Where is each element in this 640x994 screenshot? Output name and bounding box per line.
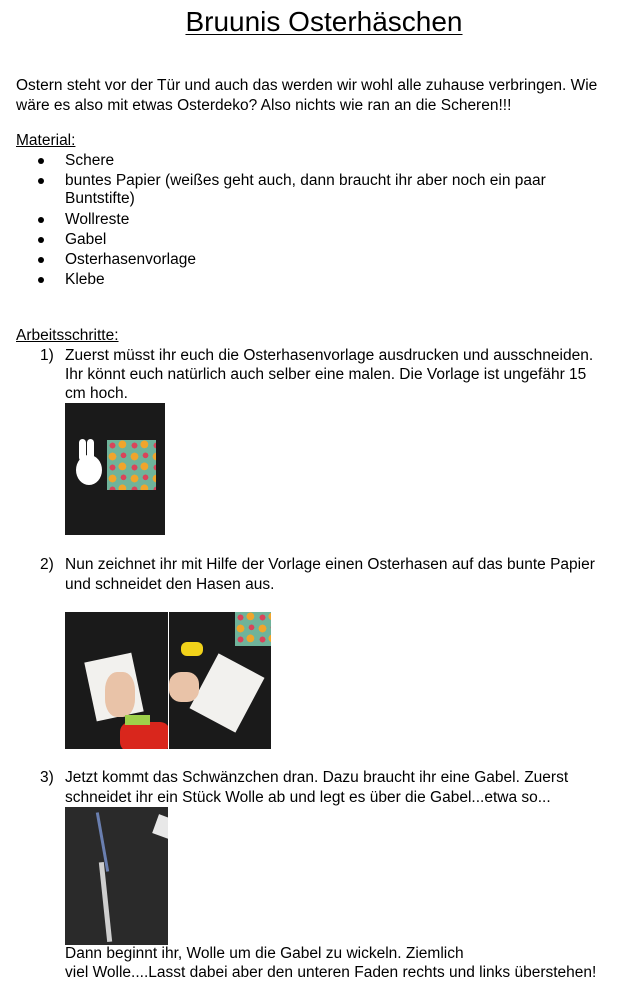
material-heading: Material: bbox=[16, 132, 76, 149]
material-item: Schere bbox=[65, 152, 115, 169]
material-item: Klebe bbox=[65, 271, 105, 288]
bullet bbox=[38, 178, 44, 184]
step-line: Nun zeichnet ihr mit Hilfe der Vorlage einen Osterhasen auf das bunte Papier bbox=[65, 556, 595, 573]
steps-heading: Arbeitsschritte: bbox=[16, 327, 119, 344]
intro-line: wäre es also mit etwas Osterdeko? Also nichts wie ran an die Scheren!!! bbox=[16, 97, 512, 114]
step-number: 1) bbox=[40, 347, 54, 364]
step-line: viel Wolle....Lasst dabei aber den unteren Faden rechts und links überstehen! bbox=[65, 964, 597, 981]
step-number: 3) bbox=[40, 769, 54, 786]
colored-paper bbox=[107, 440, 156, 490]
scissors bbox=[181, 642, 203, 656]
bullet bbox=[38, 237, 44, 243]
step-number: 2) bbox=[40, 556, 54, 573]
material-item-continued: Buntstifte) bbox=[65, 190, 135, 207]
step-line: Ihr könnt euch natürlich auch selber eine malen. Die Vorlage ist ungefähr 15 bbox=[65, 366, 587, 383]
material-item: Osterhasenvorlage bbox=[65, 251, 196, 268]
step-line: und schneidet den Hasen aus. bbox=[65, 576, 275, 593]
bunny-ear bbox=[79, 439, 86, 461]
step-line: Jetzt kommt das Schwänzchen dran. Dazu braucht ihr eine Gabel. Zuerst bbox=[65, 769, 569, 786]
hand bbox=[105, 672, 135, 717]
hand bbox=[169, 672, 199, 702]
step-line: cm hoch. bbox=[65, 385, 128, 402]
cutting-photo bbox=[169, 612, 271, 749]
step-line: Dann beginnt ihr, Wolle um die Gabel zu wickeln. Ziemlich bbox=[65, 945, 464, 962]
step-line: Zuerst müsst ihr euch die Osterhasenvorlage ausdrucken und ausschneiden. bbox=[65, 347, 594, 364]
fork-photo bbox=[65, 807, 168, 945]
material-item: Gabel bbox=[65, 231, 107, 248]
bunny-template-photo bbox=[65, 403, 165, 535]
intro-line: Ostern steht vor der Tür und auch das werden wir wohl alle zuhause verbringen. Wie bbox=[16, 77, 598, 94]
bunny-ear bbox=[87, 439, 94, 461]
title-text: Bruunis Osterhäschen bbox=[185, 6, 463, 37]
bullet bbox=[38, 277, 44, 283]
colored-paper bbox=[235, 612, 271, 646]
fork bbox=[99, 862, 112, 942]
step-line: schneidet ihr ein Stück Wolle ab und legt es über die Gabel...etwa so... bbox=[65, 789, 551, 806]
bullet bbox=[38, 158, 44, 164]
page-title bbox=[0, 4, 640, 40]
paper bbox=[189, 653, 264, 732]
material-item: Wollreste bbox=[65, 211, 130, 228]
paper-corner bbox=[152, 814, 168, 840]
material-item: buntes Papier (weißes geht auch, dann braucht ihr aber noch ein paar bbox=[65, 172, 546, 189]
cuff bbox=[125, 715, 150, 725]
bullet bbox=[38, 257, 44, 263]
sleeve bbox=[120, 722, 168, 749]
bullet bbox=[38, 217, 44, 223]
drawing-photo bbox=[65, 612, 168, 749]
